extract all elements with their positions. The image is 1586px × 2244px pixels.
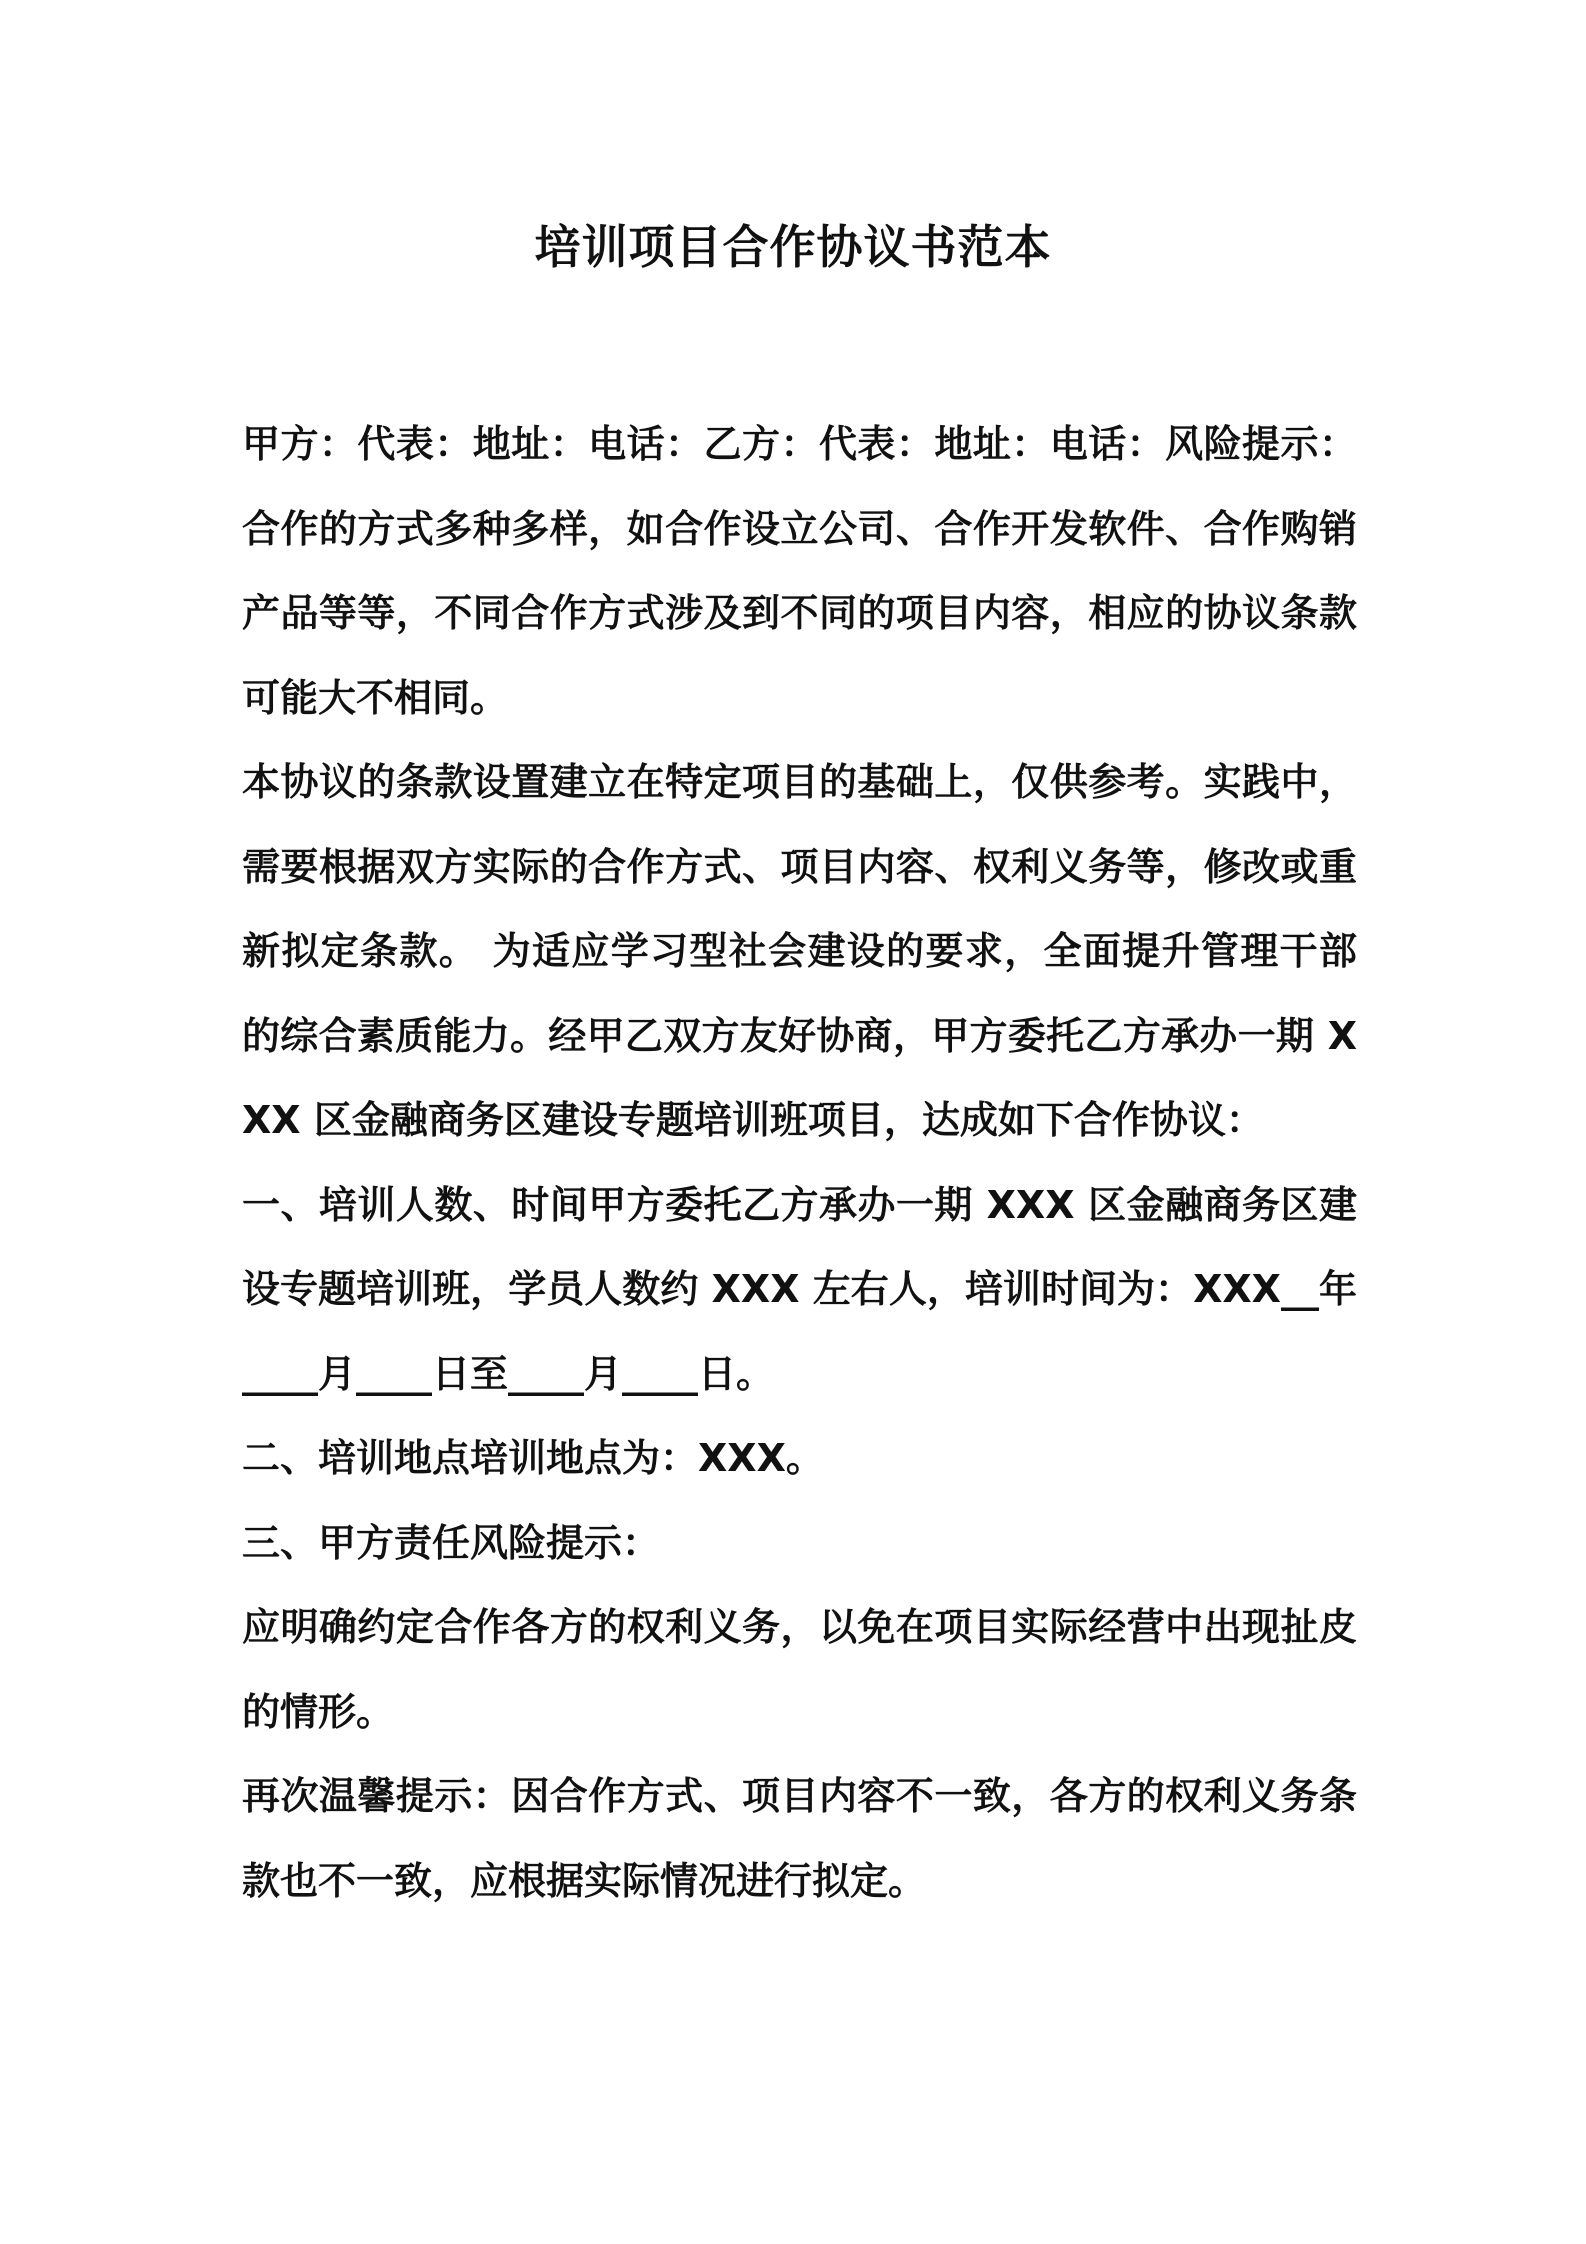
paragraph-section-two-location: 二、培训地点培训地点为：XXX。 [242,1436,824,1480]
document-body [242,402,1357,1923]
paragraph-rights-obligations: 应明确约定合作各方的权利义务，以免在项目实际经营中出现扯皮的情形。 [242,1605,1357,1734]
paragraph-section-three-heading: 三、甲方责任风险提示： [242,1520,661,1565]
document-title: 培训项目合作协议书范本 [534,220,1052,274]
paragraph-agreement-basis: 本协议的条款设置建立在特定项目的基础上，仅供参考。实践中，需要根据双方实际的合作方式、项目内容、权利义务等，修改或重新拟定条款。 为适应学习型社会建设的要求，全面提升管理干部的综合素质能力。经甲乙双方友好协商，甲方委托乙方承办一期 XXX 区金融商务区建设专题培训班项目，达成如下合作协议： [242,760,1357,1142]
paragraph-section-one-participants-time: 一、培训人数、时间甲方委托乙方承办一期 XXX 区金融商务区建设专题培训班，学员人数约 XXX 左右人，培训时间为：XXX__年____月____日至____月____日。 [242,1182,1357,1396]
paragraph-parties-and-risk-notice: 甲方：代表：地址：电话：乙方：代表：地址：电话：风险提示：合作的方式多种多样，如合作设立公司、合作开发软件、合作购销产品等等，不同合作方式涉及到不同的项目内容，相应的协议条款可能大不相同。 [242,422,1357,720]
paragraph-final-reminder: 再次温馨提示：因合作方式、项目内容不一致，各方的权利义务条款也不一致，应根据实际情况进行拟定。 [242,1774,1357,1903]
